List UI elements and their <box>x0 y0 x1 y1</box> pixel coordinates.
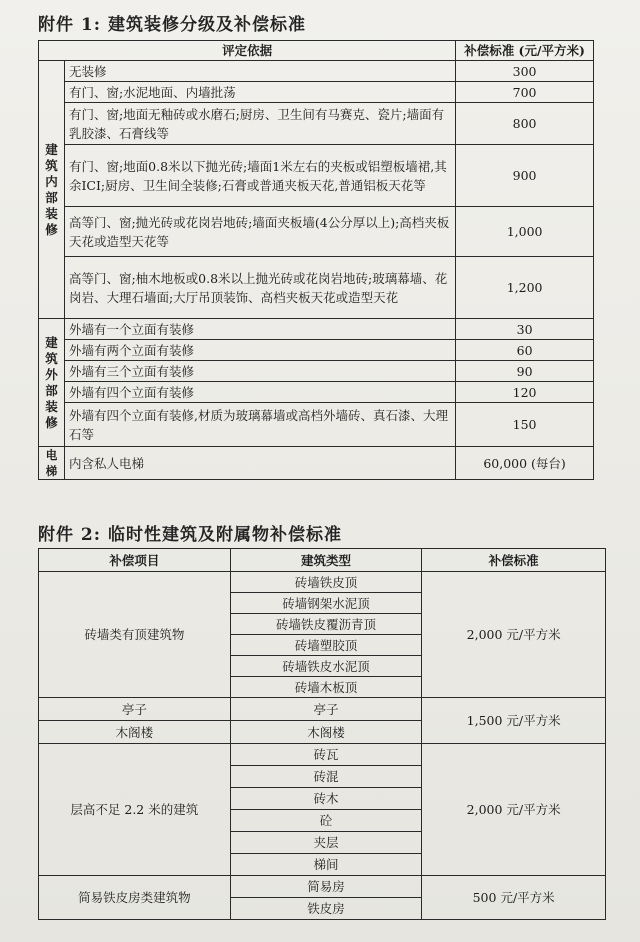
standard-cell: 500 元/平方米 <box>422 876 606 920</box>
table-row <box>39 319 594 340</box>
price-cell: 1,000 <box>456 207 594 257</box>
standard-cell: 2,000 元/平方米 <box>422 572 606 698</box>
header-basis: 评定依据 <box>39 41 456 61</box>
annex1-title: 附件 1: 建筑装修分级及补偿标准 <box>38 15 306 35</box>
basis-cell: 内含私人电梯 <box>64 447 455 480</box>
annex1-header-row <box>39 41 594 61</box>
standard-cell: 2,000 元/平方米 <box>422 744 606 876</box>
type-cell: 砼 <box>230 810 422 832</box>
category-exterior: 建 筑 外 部 装 修 <box>39 319 65 447</box>
table-row <box>39 207 594 257</box>
basis-cell: 高等门、窗;柚木地板或0.8米以上抛光砖或花岗岩地砖;玻璃幕墙、花岗岩、大理石墙面;大厅吊顶装饰、高档夹板天花或造型天花 <box>64 257 455 319</box>
header-type: 建筑类型 <box>230 549 422 572</box>
annex2-table <box>38 548 606 920</box>
table-row <box>39 382 594 403</box>
price-cell: 90 <box>456 361 594 382</box>
price-cell: 700 <box>456 82 594 103</box>
basis-cell: 外墙有两个立面有装修 <box>64 340 455 361</box>
standard-cell: 1,500 元/平方米 <box>422 698 606 744</box>
table-row <box>39 744 606 766</box>
price-cell: 120 <box>456 382 594 403</box>
annex2-title: 附件 2: 临时性建筑及附属物补偿标准 <box>38 525 342 545</box>
table-row <box>39 361 594 382</box>
type-cell: 砖墙铁皮顶 <box>230 572 422 593</box>
basis-cell: 有门、窗;水泥地面、内墙批荡 <box>64 82 455 103</box>
header-item: 补偿项目 <box>39 549 231 572</box>
type-cell: 亭子 <box>230 698 422 721</box>
item-cell: 层高不足 2.2 米的建筑 <box>39 744 231 876</box>
basis-cell: 无装修 <box>64 61 455 82</box>
item-cell: 砖墙类有顶建筑物 <box>39 572 231 698</box>
price-cell: 300 <box>456 61 594 82</box>
table-row <box>39 403 594 447</box>
price-cell: 60,000 (每台) <box>456 447 594 480</box>
basis-cell: 外墙有四个立面有装修,材质为玻璃幕墙或高档外墙砖、真石漆、大理石等 <box>64 403 455 447</box>
table-row <box>39 698 606 721</box>
item-cell: 木阁楼 <box>39 721 231 744</box>
table-row <box>39 876 606 898</box>
price-cell: 1,200 <box>456 257 594 319</box>
type-cell: 夹层 <box>230 832 422 854</box>
price-cell: 800 <box>456 103 594 145</box>
basis-cell: 外墙有一个立面有装修 <box>64 319 455 340</box>
type-cell: 铁皮房 <box>230 898 422 920</box>
type-cell: 砖墙木板顶 <box>230 677 422 698</box>
type-cell: 砖墙塑胶顶 <box>230 635 422 656</box>
category-elevator: 电梯 <box>39 447 65 480</box>
table-row <box>39 447 594 480</box>
table-row <box>39 257 594 319</box>
basis-cell: 高等门、窗;抛光砖或花岗岩地砖;墙面夹板墙(4公分厚以上);高档夹板天花或造型天花等 <box>64 207 455 257</box>
table-row <box>39 145 594 207</box>
type-cell: 砖瓦 <box>230 744 422 766</box>
basis-cell: 外墙有四个立面有装修 <box>64 382 455 403</box>
basis-cell: 有门、窗;地面0.8米以下抛光砖;墙面1米左右的夹板或铝塑板墙裙,其余ICI;厨房、卫生间全装修;石膏或普通夹板天花,普通铝板天花等 <box>64 145 455 207</box>
basis-cell: 有门、窗;地面无釉砖或水磨石;厨房、卫生间有马赛克、瓷片;墙面有乳胶漆、石膏线等 <box>64 103 455 145</box>
type-cell: 木阁楼 <box>230 721 422 744</box>
type-cell: 简易房 <box>230 876 422 898</box>
header-standard: 补偿标准 <box>422 549 606 572</box>
header-standard: 补偿标准 (元/平方米) <box>456 41 594 61</box>
table-row <box>39 103 594 145</box>
table-row <box>39 572 606 593</box>
type-cell: 砖墙铁皮水泥顶 <box>230 656 422 677</box>
price-cell: 60 <box>456 340 594 361</box>
item-cell: 亭子 <box>39 698 231 721</box>
type-cell: 砖墙钢架水泥顶 <box>230 593 422 614</box>
category-interior: 建 筑 内 部 装 修 <box>39 61 65 319</box>
type-cell: 砖木 <box>230 788 422 810</box>
item-cell: 简易铁皮房类建筑物 <box>39 876 231 920</box>
type-cell: 砖混 <box>230 766 422 788</box>
annex2-header-row <box>39 549 606 572</box>
type-cell: 砖墙铁皮覆沥青顶 <box>230 614 422 635</box>
table-row <box>39 340 594 361</box>
table-row <box>39 82 594 103</box>
annex1-table <box>38 40 594 480</box>
price-cell: 150 <box>456 403 594 447</box>
table-row <box>39 61 594 82</box>
price-cell: 30 <box>456 319 594 340</box>
type-cell: 梯间 <box>230 854 422 876</box>
price-cell: 900 <box>456 145 594 207</box>
basis-cell: 外墙有三个立面有装修 <box>64 361 455 382</box>
